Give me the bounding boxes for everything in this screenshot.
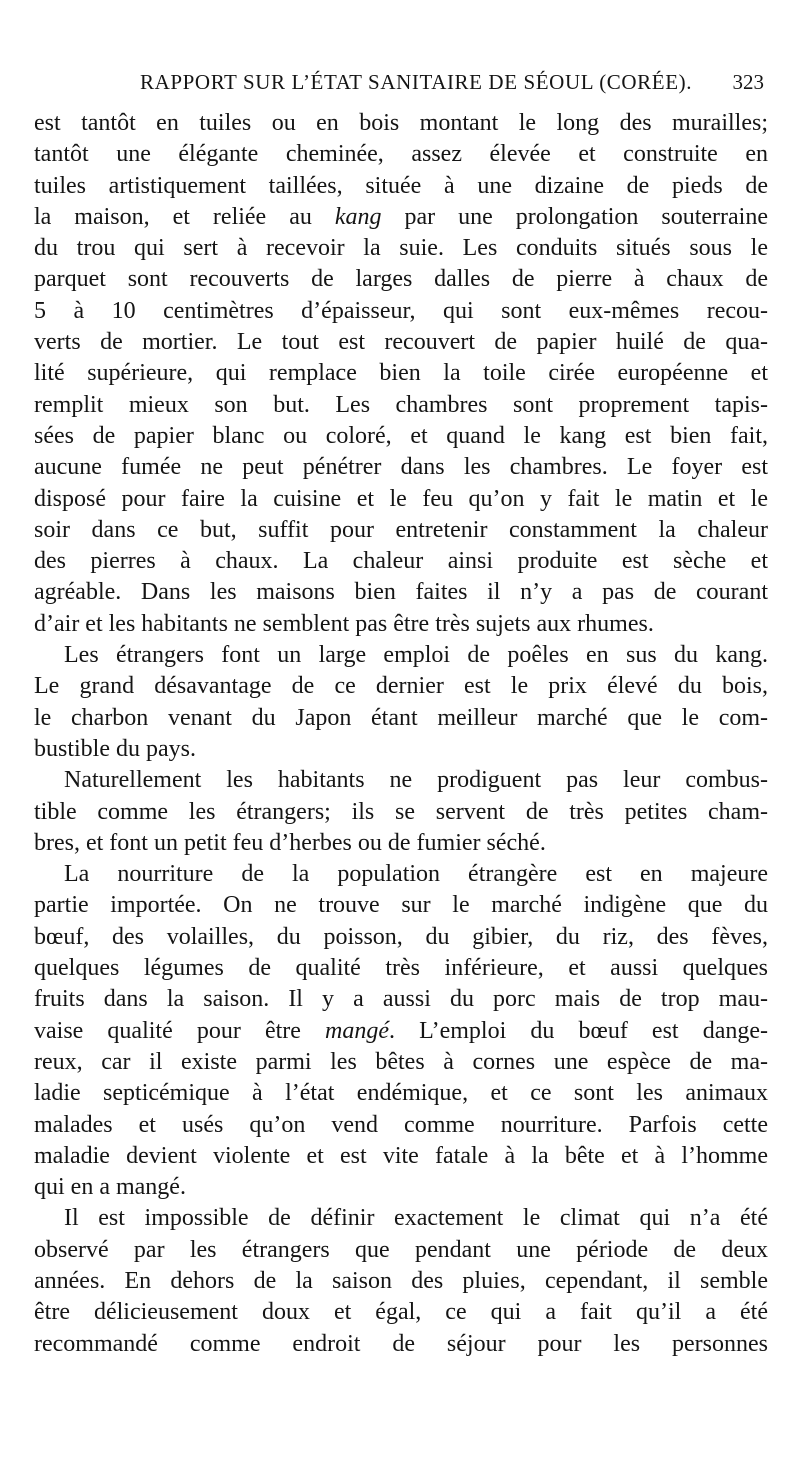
page-number: 323 [732, 70, 764, 94]
text-line: bœuf, des volailles, du poisson, du gibier, du riz, des fèves, [34, 923, 768, 950]
text-line: lité supérieure, qui remplace bien la toile cirée européenne et [34, 360, 768, 387]
page-header [0, 70, 800, 110]
text-line: Il est impossible de définir exactement le climat qui n’a été [64, 1205, 768, 1232]
text-line: malades et usés qu’on vend comme nourriture. Parfois cette [34, 1111, 768, 1138]
italic-term: mangé [325, 1017, 390, 1044]
text-line: soir dans ce but, suffit pour entretenir constamment la chaleur [34, 516, 768, 543]
text-line: bres, et font un petit feu d’herbes ou de fumier séché. [34, 829, 546, 856]
italic-term: kang [334, 203, 382, 230]
text-line: fruits dans la saison. Il y a aussi du porc mais de trop mau- [34, 986, 768, 1013]
text-line: La nourriture de la population étrangère est en majeure [64, 861, 768, 888]
text-line: recommandé comme endroit de séjour pour les personnes [34, 1330, 768, 1357]
text-line: d’air et les habitants ne semblent pas être très sujets aux rhumes. [34, 610, 654, 637]
text-line: maladie devient violente et est vite fatale à la bête et à l’homme [34, 1142, 768, 1169]
text-line: observé par les étrangers que pendant une période de deux [34, 1236, 768, 1263]
text-line: ladie septicémique à l’état endémique, et ce sont les animaux [34, 1080, 768, 1107]
text-line: verts de mortier. Le tout est recouvert de papier huilé de qua- [34, 329, 768, 356]
text-line: être délicieusement doux et égal, ce qui a fait qu’il a été [34, 1299, 768, 1326]
text-line: remplit mieux son but. Les chambres sont proprement tapis- [34, 391, 768, 418]
text-line: Les étrangers font un large emploi de poêles en sus du kang. [64, 642, 768, 669]
text-line: reux, car il existe parmi les bêtes à cornes une espèce de ma- [34, 1048, 768, 1075]
text-line: la maison, et reliée au kang par une prolongation souterraine [34, 203, 769, 230]
text-line: quelques légumes de qualité très inférieure, et aussi quelques [34, 955, 768, 982]
text-line: Le grand désavantage de ce dernier est le prix élevé du bois, [34, 673, 768, 700]
text-line: Naturellement les habitants ne prodiguent pas leur combus- [64, 767, 768, 794]
text-line: tantôt une élégante cheminée, assez élevée et construite en [34, 141, 768, 168]
text-line: sées de papier blanc ou coloré, et quand le kang est bien fait, [34, 422, 768, 449]
text-line: aucune fumée ne peut pénétrer dans les chambres. Le foyer est [34, 454, 768, 481]
text-line: vaise qualité pour être mangé. L’emploi du bœuf est dange- [34, 1017, 768, 1044]
text-line: du trou qui sert à recevoir la suie. Les conduits situés sous le [34, 235, 768, 262]
text-line: des pierres à chaux. La chaleur ainsi produite est sèche et [34, 548, 768, 575]
text-line: est tantôt en tuiles ou en bois montant le long des murailles; [34, 110, 768, 136]
body-text [34, 108, 768, 1360]
text-line: tuiles artistiquement taillées, située à une dizaine de pieds de [34, 172, 768, 199]
text-line: 5 à 10 centimètres d’épaisseur, qui sont eux-mêmes recou- [34, 297, 768, 324]
text-line: disposé pour faire la cuisine et le feu qu’on y fait le matin et le [34, 485, 768, 512]
text-line: partie importée. On ne trouve sur le marché indigène que du [34, 892, 768, 919]
text-line: parquet sont recouverts de larges dalles de pierre à chaux de [34, 266, 768, 293]
running-title: RAPPORT SUR L’ÉTAT SANITAIRE DE SÉOUL (CORÉE). [140, 70, 693, 94]
text-line: le charbon venant du Japon étant meilleur marché que le com- [34, 704, 768, 731]
text-line: agréable. Dans les maisons bien faites il n’y a pas de courant [34, 579, 768, 606]
text-line: qui en a mangé. [34, 1174, 186, 1201]
text-line: bustible du pays. [34, 735, 196, 762]
text-line: tible comme les étrangers; ils se servent de très petites cham- [34, 798, 768, 825]
text-line: années. En dehors de la saison des pluies, cependant, il semble [34, 1267, 768, 1294]
